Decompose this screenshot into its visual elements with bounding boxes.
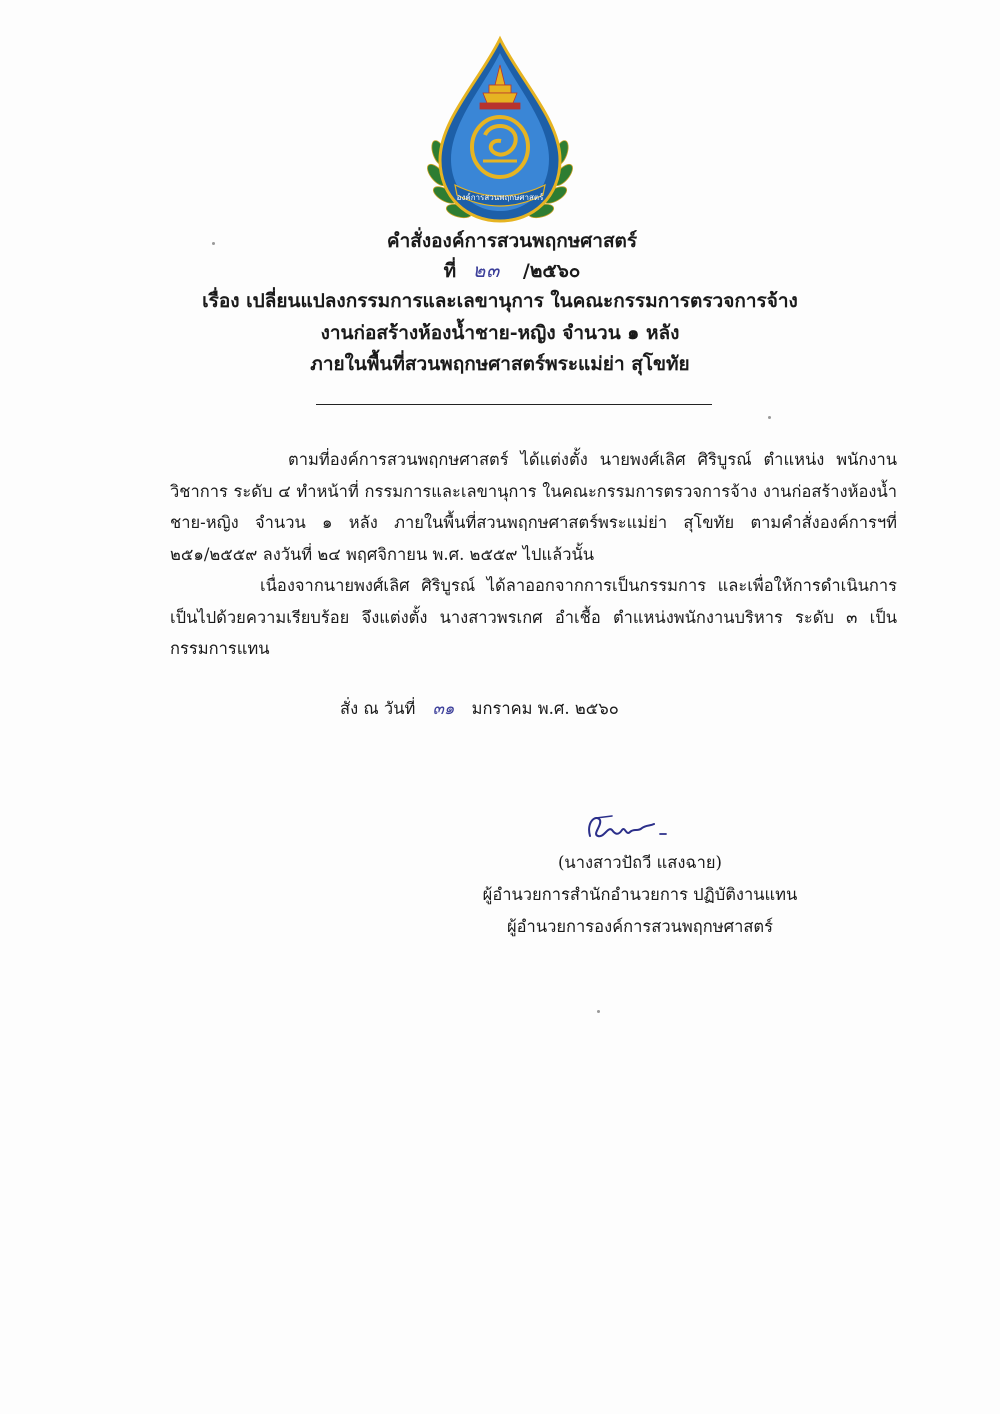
paper-speck xyxy=(768,416,771,419)
order-date-month-year: มกราคม พ.ศ. ๒๕๖๐ xyxy=(471,699,619,718)
organization-emblem-icon xyxy=(425,35,575,230)
subject-line: เรื่อง เปลี่ยนแปลงกรรมการและเลขานุการ ในคณะกรรมการตรวจการจ้าง xyxy=(202,290,798,312)
header-divider xyxy=(316,404,712,405)
order-number-handwritten: ๒๓ xyxy=(472,260,501,282)
subject-line-2: งานก่อสร้างห้องน้ำชาย-หญิง จำนวน ๑ หลัง xyxy=(320,322,680,344)
signatory-name: (นางสาวปัถวี แสงฉาย) xyxy=(558,853,722,872)
order-date-prefix: สั่ง ณ วันที่ xyxy=(340,699,416,718)
order-number-year: /๒๕๖๐ xyxy=(522,260,581,282)
order-number xyxy=(12,258,1000,284)
handwritten-signature xyxy=(582,808,672,848)
paper-speck xyxy=(597,1010,600,1013)
paper-speck xyxy=(212,242,215,245)
order-date-day-handwritten: ๓๑ xyxy=(432,699,455,718)
order-number-prefix: ที่ xyxy=(443,260,457,282)
body-paragraph-1: ตามที่องค์การสวนพฤกษศาสตร์ ได้แต่งตั้ง นายพงศ์เลิศ ศิริบูรณ์ ตำแหน่ง พนักงานวิชาการ ระดับ ๔ ทำหน้าที่ กรรมการและเลขานุการ ในคณะกรรมการตรวจการจ้าง งานก่อสร้างห้องน้ำชาย-หญิง จำนวน ๑ หลัง ภายในพื้นที่สวนพฤกษศาสตร์พระแม่ย่า สุโขทัย ตามคำสั่งองค์การฯที่ ๒๕๑/๒๕๕๙ ลงวันที่ ๒๔ พฤศจิกายน พ.ศ. ๒๕๕๙ ไปแล้วนั้น xyxy=(170,450,897,564)
order-date xyxy=(340,696,619,722)
emblem-text: องค์การสวนพฤกษศาสตร์ xyxy=(456,193,544,202)
signatory-position-1: ผู้อำนวยการสำนักอำนวยการ ปฏิบัติงานแทน xyxy=(482,885,798,904)
subject-line-3: ภายในพื้นที่สวนพฤกษศาสตร์พระแม่ย่า สุโขทัย xyxy=(310,353,690,375)
order-title: คำสั่งองค์การสวนพฤกษศาสตร์ xyxy=(386,230,638,252)
body-paragraph-2: เนื่องจากนายพงศ์เลิศ ศิริบูรณ์ ได้ลาออกจากการเป็นกรรมการ และเพื่อให้การดำเนินการเป็นไปด้วยความเรียบร้อย จึงแต่งตั้ง นางสาวพรเกศ อำเชื้อ ตำแหน่งพนักงานบริหาร ระดับ ๓ เป็นกรรมการแทน xyxy=(170,576,897,658)
signatory-position-2: ผู้อำนวยการองค์การสวนพฤกษศาสตร์ xyxy=(506,917,774,936)
